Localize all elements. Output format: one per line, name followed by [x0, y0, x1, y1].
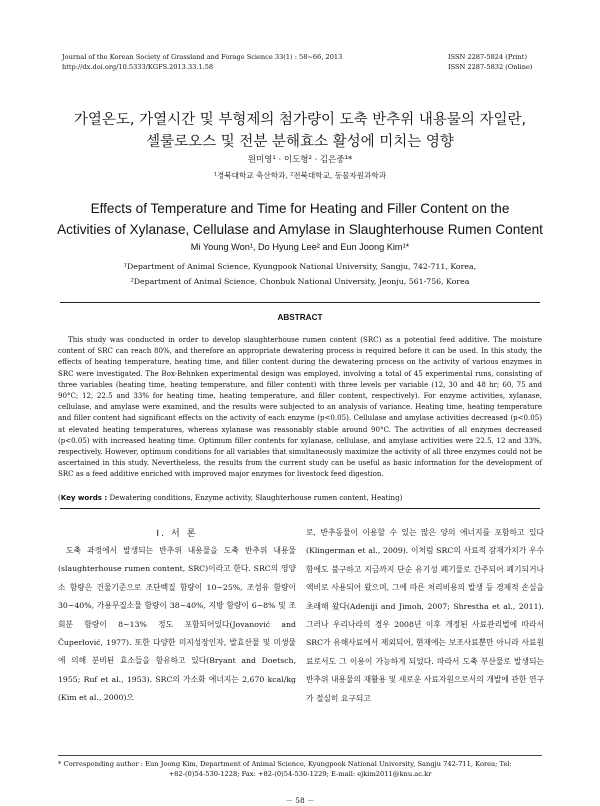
english-title-line-2: Activities of Xylanase, Cellulase and Amylase in Slaughterhouse Rumen Content — [57, 222, 543, 237]
issn-print: ISSN 2287-5824 (Print) — [448, 53, 528, 61]
keywords: (Key words : Dewatering conditions, Enzyme activity, Slaughterhouse rumen content, Heating) — [58, 493, 403, 502]
doi-link[interactable]: http://dx.doi.org/10.5333/KGFS.2013.33.1.58 — [62, 62, 214, 71]
korean-affiliations: ¹경북대학교 축산학과, ²전북대학교, 동물자원과학과 — [213, 171, 387, 180]
footnote-line-1: * Corresponding author : Eun Joong Kim, Department of Animal Science, Kyungpook National University, Sangju 742-711, Korea; Tel: — [58, 760, 512, 768]
abstract-body: This study was conducted in order to develop slaughterhouse rumen content (SRC) as a potential feed additive. The moisture content of SRC can reach 80%, and therefore an appropriate dewatering process is required before it can be used. In this study, the effects of heating temperature, heating time, and filler content during the dewatering process on the activity of various enzymes in SRC were investigated. The Box-Behnken experimental design was employed, involving a total of 45 experimental runs, consisting of three variables (heating time, heating temperature, and filler content) with three levels per variable (12, 30 and 48 hr; 60, 75 and 90°C; 12, 22.5 and 33% for heating time, heating temperature, and filler content, respectively). For enzyme activities, xylanase, cellulase, and amylase were examined, and the results were subjected to an analysis of variance. Heating time, heating temperature and filler content had significant effects on the activity of each enzyme (p<0.05). Cellulase and amylase activities decreased (p<0.05) at elevated heating temperatures, whereas xylanase was reasonably stable around 90°C. The activities of all enzymes decreased (p<0.05) with increased heating time. Optimum filler contents for xylanase, cellulase, and amylase activities were 22.5, 12 and 33%, respectively. However, optimum conditions for all variables that simultaneously maximize the activity of all three enzymes could not be ascertained in this study. Nevertheless, the results from the current study can be useful as basic information for the development of SRC as a feed additive enriched with improved major enzymes for livestock feed digestion. — [58, 335, 542, 479]
abstract-bottom-rule — [60, 508, 540, 509]
corresponding-author-footnote — [58, 759, 542, 779]
section-heading-introduction: Ⅰ. 서 론 — [156, 528, 198, 539]
journal-header — [62, 53, 342, 72]
footnote-line-2: +82-(0)54-530-1228; Fax: +82-(0)54-530-1229; E-mail: ejkim2011@knu.ac.kr — [168, 770, 432, 778]
footnote-rule — [58, 755, 542, 756]
english-authors: Mi Young Won¹, Do Hyung Lee² and Eun Joong Kim¹* — [190, 242, 410, 252]
korean-title-line-1: 가열온도, 가열시간 및 부형제의 첨가량이 도축 반추위 내용물의 자일란, — [73, 112, 527, 128]
english-affiliation-2: ²Department of Animal Science, Chonbuk National University, Jeonju, 561-756, Korea — [130, 277, 470, 286]
intro-right-column: 로, 반추동물이 이용할 수 있는 많은 양의 에너지를 포함하고 있다(Klingerman et al., 2009). 이처럼 SRC의 사료적 잠재가치가 우수함에도 불구하고 지금까지 단순 유기성 폐기물로 간주되어 폐기되거나 액비로 사용되어 왔으며, 그에 따른 처리비용의 발생 등 경제적 손실을 초래해 왔다(Adeniji and Jimoh, 2007; Shrestha et al., 2011). 그러나 우리나라의 경우 2008년 이후 개정된 사료관리법에 따라서 SRC가 유해사료에서 제외되어, 현재에는 보조사료뿐만 아니라 사료원료로서도 그 이용이 가능하게 되었다. 따라서 도축 부산물로 발생되는 반추위 내용물의 재활용 및 새로운 사료자원으로서의 개발에 관한 연구가 절실히 요구되고 — [306, 528, 544, 703]
journal-citation: Journal of the Korean Society of Grassland and Forage Science 33(1) : 58~66, 2013 — [62, 53, 343, 61]
korean-title-line-2: 셀룰로오스 및 전분 분해효소 활성에 미치는 영향 — [146, 134, 454, 150]
abstract-heading: ABSTRACT — [277, 313, 323, 322]
page-number: － 58 － — [285, 796, 315, 805]
keywords-text: Dewatering conditions, Enzyme activity, Slaughterhouse rumen content, Heating) — [109, 493, 403, 502]
english-affiliation-1: ¹Department of Animal Science, Kyungpook National University, Sangju, 742-711, Korea, — [123, 262, 477, 271]
issn-online: ISSN 2287-5832 (Online) — [448, 62, 533, 71]
intro-left-column: 도축 과정에서 발생되는 반추위 내용물을 도축 반추위 내용물(slaughterhouse rumen content, SRC)이라고 한다. SRC의 영양소 함량은 건물기준으로 조단백질 함량이 10~25%, 조섬유 함량이 30~40%, 가용무질소물 함량이 38~40%, 지방 함량이 6~8% 및 조회분 함량이 8~13% 정도 포함되어있다(Jovanović and Čuperlović, 1977). 또한 다양한 미지성장인자, 발효산물 및 미생물에 의해 분비된 효소들을 함유하고 있다(Bryant and Doetsch, 1955; Ruf et al., 1953). SRC의 가소화 에너지는 2,670 kcal/kg (Kim et al., 2000)으 — [58, 546, 296, 703]
keywords-label: Key words : — [60, 493, 108, 502]
korean-authors: 원미영¹ · 이도형² · 김은중¹* — [247, 155, 353, 165]
abstract-top-rule — [60, 302, 540, 303]
english-title-line-1: Effects of Temperature and Time for Heating and Filler Content on the — [90, 201, 510, 216]
issn-block — [448, 53, 532, 72]
